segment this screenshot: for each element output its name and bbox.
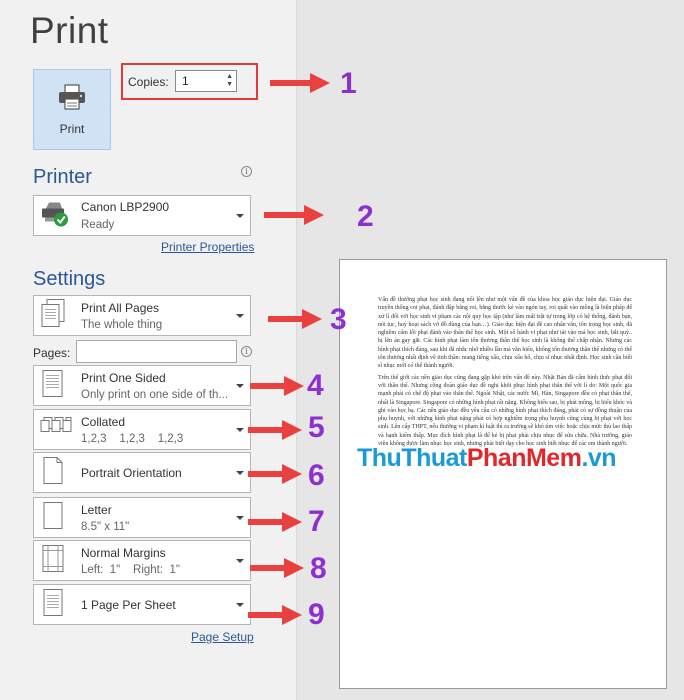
preview-text: [378, 296, 632, 451]
page-title: Print: [30, 10, 109, 51]
paper-size-title: Letter: [81, 503, 112, 517]
chevron-down-icon: [236, 516, 244, 520]
annotation-number-4: 4: [307, 369, 324, 402]
copies-value: 1: [182, 74, 189, 88]
annotation-number-6: 6: [308, 459, 325, 492]
collation-dropdown[interactable]: [33, 409, 251, 450]
pages-per-sheet-title: 1 Page Per Sheet: [81, 598, 176, 612]
sides-title: Print One Sided: [81, 371, 166, 385]
copies-spinner[interactable]: ▲ ▼: [226, 73, 233, 88]
chevron-down-icon: [236, 314, 244, 318]
annotation-arrow-5: [246, 417, 304, 443]
margins-title: Normal Margins: [81, 546, 166, 560]
page-setup-link[interactable]: Page Setup: [191, 630, 254, 644]
chevron-down-icon: [236, 471, 244, 475]
chevron-down-icon: [236, 214, 244, 218]
collation-subtitle: 1,2,3 1,2,3 1,2,3: [81, 433, 184, 445]
annotation-arrow-3: [266, 306, 324, 332]
annotation-number-8: 8: [310, 552, 327, 585]
orientation-title: Portrait Orientation: [81, 466, 182, 480]
printer-dropdown[interactable]: [33, 195, 251, 236]
annotation-number-3: 3: [330, 303, 347, 336]
print-preview-page: [339, 259, 667, 689]
paper-size-icon: [40, 500, 66, 535]
paper-size-subtitle: 8.5" x 11": [81, 521, 130, 533]
watermark-part-3: .vn: [581, 444, 617, 472]
print-range-dropdown[interactable]: [33, 295, 251, 336]
printer-properties-link[interactable]: Printer Properties: [161, 240, 255, 254]
preview-paragraph-2: Trên thế giới các nền giáo dục cũng đang gặp khó trên vấn đề này. Nhật Bản đã cấm hình thức phạt đối với thân thể. Nhưng cộng đoàn giáo dục đề nghị khôi phục hình phạt thân thể với lí do: Một quốc gia mạnh phải có chế độ phạt vào thân thể. Ngoài Nhật, các nước Mĩ, Hàn, Singapore đều có phạt thân thể, nhất là Singapore. Singapore có những hình phạt rất nặng. Không hiểu sao, bị phát mông, bị hiểu khóc và ghi vào học bạ. Các nền giáo dục đều yêu cầu có những hình phạt thích đáng, phải có sự đồng thuận của phụ huynh, với những hình phạt nặng phải có hợp nghiêm trọng phụ huynh cũng cùng bị phạt với học sinh. Lên cấp THPT, nếu thường vi phạm kỉ luật thì ra trường sẽ khó tìm việc hoặc chịu mức thù lao thấp và hạnh kiểm thấp. Mục đích hình phạt là để kẻ bị phạt phải chịu nhục để sửa chữa. Nhà trường, giáo viên không được làm nhục học sinh, nhưng phải biết dạy cho học sinh biết nhục để các em thành người.: [378, 374, 632, 448]
sides-subtitle: Only print on one side of th...: [81, 389, 229, 401]
margins-icon: [40, 543, 66, 578]
preview-paragraph-1: Vấn đề thường phạt học sinh đang nổi lên như một vấn đề của khoa học giáo dục hiện đại. Giáo dục truyền thống coi phạt, đánh đập bằng roi, bằng thước kẻ vào ngón tay, roi quất vào mông là biện pháp để xử lí đối với học sinh vi phạm các nội quy học tập (như làm mất trật tự trong lớp có hệ thống, đánh bạn, nói tục, huỷ hoại sách vở đồ dùng của bạn…). Giáo dục hiện đại đề cao nhân văn, tôn trọng học sinh, đã nghiêm cấm lối phạt đánh vào thân thể học sinh. Một số hành vi phạt như tát vào má học sinh, bắt quỳ.. bị lên án gay gắt. Các hình phạt làm tổn thương thân thể học sinh là không thể chấp nhận. Nhưng các hình phạt thích đáng, sau khi đã nhắc nhở nhiều lần mà vẫn hiểu, không tổn thương thân thể nhưng có thể tổn thương nhất định về tinh thần: mang tiếng xấu, chịu xấu hổ, chịu sĩ nhục nhất định. Học sinh cần biết sĩ nhục mới có thể thành người.: [378, 297, 632, 370]
margins-subtitle: Left: 1" Right: 1": [81, 564, 180, 576]
sides-dropdown[interactable]: [33, 365, 251, 406]
annotation-arrow-8: [248, 555, 306, 581]
collation-title: Collated: [81, 415, 126, 429]
settings-heading: Settings: [33, 268, 106, 290]
printer-icon: [57, 84, 87, 115]
printer-heading: Printer: [33, 166, 92, 188]
print-button[interactable]: [33, 69, 111, 150]
annotation-number-2: 2: [357, 200, 374, 233]
pages-per-sheet-icon: [40, 587, 66, 622]
portrait-icon: [40, 455, 66, 490]
print-button-label: Print: [59, 122, 85, 136]
annotation-arrow-9: [246, 602, 304, 628]
annotation-number-5: 5: [308, 411, 325, 444]
annotation-arrow-7: [246, 509, 304, 535]
printer-info-icon[interactable]: i: [241, 166, 252, 177]
pages-per-sheet-dropdown[interactable]: [33, 584, 251, 625]
watermark-part-2: PhanMem: [466, 444, 582, 472]
watermark-logo: [357, 444, 616, 473]
annotation-arrow-4: [248, 373, 306, 399]
copies-highlight-box: [121, 63, 258, 100]
chevron-down-icon: [236, 384, 244, 388]
copies-label: Copies:: [128, 75, 169, 89]
pages-input[interactable]: [76, 340, 237, 363]
pages-icon: [40, 298, 66, 333]
margins-dropdown[interactable]: [33, 540, 251, 581]
printer-status-icon: [40, 199, 72, 232]
annotation-number-7: 7: [308, 505, 325, 538]
annotation-arrow-6: [246, 461, 304, 487]
print-range-subtitle: The whole thing: [81, 319, 163, 331]
annotation-number-1: 1: [340, 67, 357, 100]
chevron-down-icon: [236, 428, 244, 432]
annotation-arrow-2: [262, 202, 326, 228]
annotation-arrow-1: [268, 70, 332, 96]
printer-status: Ready: [81, 219, 115, 231]
chevron-down-icon: [236, 603, 244, 607]
chevron-down-icon: [236, 559, 244, 563]
pages-info-icon[interactable]: i: [241, 346, 252, 357]
pages-label: Pages:: [33, 346, 71, 360]
print-range-title: Print All Pages: [81, 301, 160, 315]
one-sided-icon: [40, 368, 66, 403]
watermark-part-1: ThuThuat: [357, 444, 467, 472]
paper-size-dropdown[interactable]: [33, 497, 251, 538]
annotation-number-9: 9: [308, 598, 325, 631]
printer-name: Canon LBP2900: [81, 200, 170, 214]
collated-icon: [40, 416, 72, 443]
orientation-dropdown[interactable]: [33, 452, 251, 493]
